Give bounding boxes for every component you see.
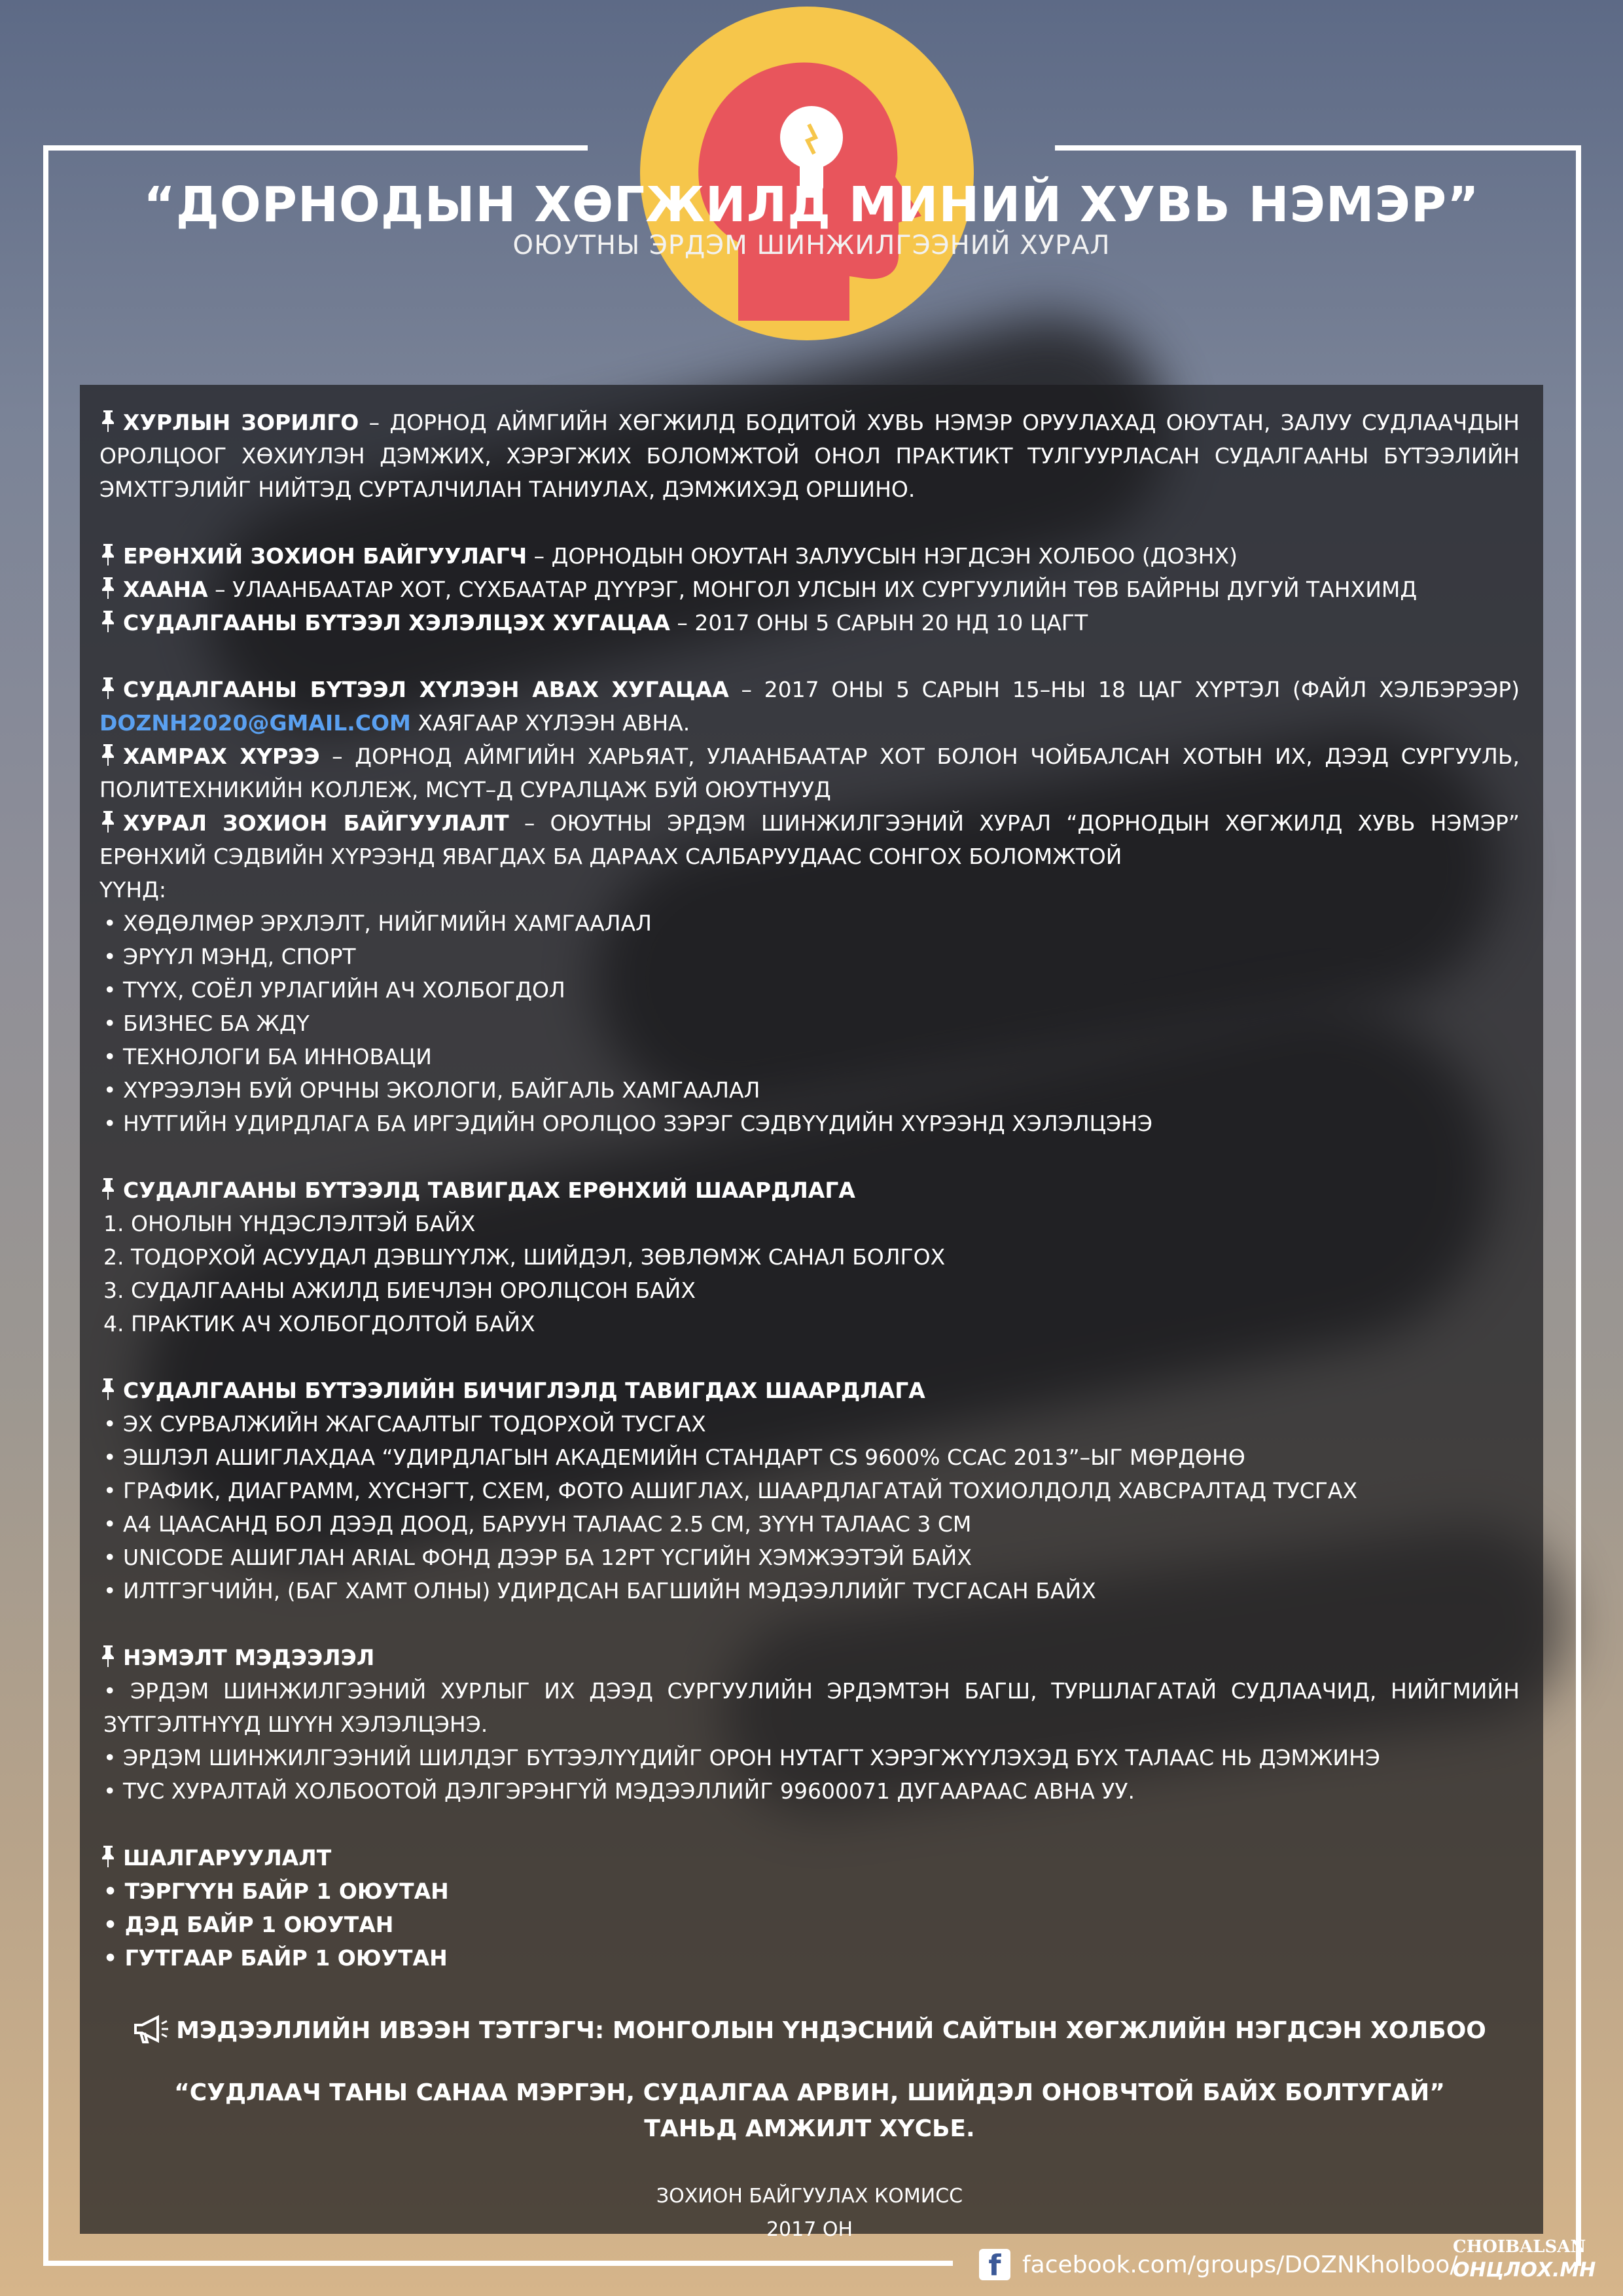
pushpin-icon [99, 409, 116, 433]
logo [640, 7, 974, 340]
page-title: “ДОРНОДЫН ХӨГЖИЛД МИНИЙ ХУВЬ НЭМЭР” [143, 177, 1480, 233]
list-item: • ДЭД БАЙР 1 ОЮУТАН [99, 1908, 1520, 1941]
prizes-section [99, 1841, 1520, 1874]
list-item: 1. ОНОЛЫН ҮНДЭСЛЭЛТЭЙ БАЙХ [103, 1211, 476, 1236]
goal-text: – ДОРНОД АЙМГИЙН ХӨГЖИЛД БОДИТОЙ ХУВЬ НЭМЭР ОРУУЛАХАД ОЮУТАН, ЗАЛУУ СУДЛААЧДЫН ОРОЛЦООГ ХӨХИҮЛЭН ДЭМЖИХ, ХЭРЭГЖИХ БОЛОМЖТОЙ ОНОЛ ПРАКТИКТ ТУЛГУУРЛАСАН СУДАЛГААНЫ БҮТЭЭЛИЙН ЭМХТГЭЛИЙГ НИЙТЭД СУРТАЛЧИЛАН ТАНИУЛАХ, ДЭМЖИХЭД ОРШИНО. [99, 410, 1520, 502]
pushpin-icon [99, 576, 116, 600]
brand-watermark [1453, 2235, 1596, 2282]
general-req-list [99, 1207, 1520, 1340]
list-item: • ЭШЛЭЛ АШИГЛАХДАА “УДИРДЛАГЫН АКАДЕМИЙН СТАНДАРТ CS 9600% CCAC 2013”–ЫГ МӨРДӨНӨ [99, 1441, 1520, 1474]
sponsor-text: МЭДЭЭЛЛИЙН ИВЭЭН ТЭТГЭГЧ: МОНГОЛЫН ҮНДЭСНИЙ САЙТЫН ХӨГЖЛИЙН НЭГДСЭН ХОЛБОО [176, 2017, 1486, 2044]
discussion-heading: СУДАЛГААНЫ БҮТЭЭЛ ХЭЛЭЛЦЭХ ХУГАЦАА [123, 610, 670, 636]
list-item: 3. СУДАЛГААНЫ АЖИЛД БИЕЧЛЭН ОРОЛЦСОН БАЙХ [103, 1278, 696, 1303]
conference-heading: ХУРАЛ ЗОХИОН БАЙГУУЛАЛТ [123, 810, 509, 836]
writing-req-list [99, 1407, 1520, 1607]
list-item: • UNICODE АШИГЛАН ARIAL ФОНД ДЭЭР БА 12PT ҮСГИЙН ХЭМЖЭЭТЭЙ БАЙХ [99, 1541, 1520, 1574]
list-item: • БИЗНЕС БА ЖДҮ [99, 1007, 1520, 1040]
conference-section [99, 806, 1520, 873]
organizer-text: – ДОРНОДЫН ОЮУТАН ЗАЛУУСЫН НЭГДСЭН ХОЛБОО (ДОЗНХ) [527, 543, 1238, 569]
pushpin-icon [99, 609, 116, 633]
general-req-section [99, 1174, 1520, 1207]
deadline-tail: ХАЯГААР ХҮЛЭЭН АВНА. [410, 710, 690, 736]
frame-right [1576, 145, 1581, 2266]
conference-lead: ҮҮНД: [99, 877, 167, 903]
quote-wish: ТАНЬД АМЖИЛТ ХҮСЬЕ. [644, 2115, 975, 2142]
deadline-heading: СУДАЛГААНЫ БҮТЭЭЛ ХҮЛЭЭН АВАХ ХУГАЦАА [123, 677, 729, 702]
list-item: • ГРАФИК, ДИАГРАММ, ХҮСНЭГТ, СХЕМ, ФОТО АШИГЛАХ, ШААРДЛАГАТАЙ ТОХИОЛДОЛД ХАВСРАЛТАД ТУСГАХ [99, 1474, 1520, 1507]
list-item: • ТУС ХУРАЛТАЙ ХОЛБООТОЙ ДЭЛГЭРЭНГҮЙ МЭДЭЭЛЛИЙГ 99600071 ДУГААРААС АВНА УУ. [99, 1774, 1520, 1808]
discussion-section [99, 606, 1520, 639]
list-item: • ХӨДӨЛМӨР ЭРХЛЭЛТ, НИЙГМИЙН ХАМГААЛАЛ [99, 906, 1520, 940]
extra-section [99, 1641, 1520, 1674]
page-subtitle: ОЮУТНЫ ЭРДЭМ ШИНЖИЛГЭЭНИЙ ХУРАЛ [512, 230, 1111, 260]
extra-heading: НЭМЭЛТ МЭДЭЭЛЭЛ [123, 1645, 375, 1670]
list-item: 4. ПРАКТИК АЧ ХОЛБОГДОЛТОЙ БАЙХ [103, 1311, 535, 1336]
general-req-heading: СУДАЛГААНЫ БҮТЭЭЛД ТАВИГДАХ ЕРӨНХИЙ ШААРДЛАГА [123, 1177, 855, 1203]
list-item: • ХҮРЭЭЛЭН БУЙ ОРЧНЫ ЭКОЛОГИ, БАЙГАЛЬ ХАМГААЛАЛ [99, 1073, 1520, 1107]
pushpin-icon [99, 1177, 116, 1200]
quote-line: “СУДЛААЧ ТАНЫ САНАА МЭРГЭН, СУДАЛГАА АРВИН, ШИЙДЭЛ ОНОВЧТОЙ БАЙХ БОЛТУГАЙ” [174, 2079, 1445, 2106]
scope-text: – ДОРНОД АЙМГИЙН ХАРЬЯАТ, УЛААНБААТАР ХОТ БОЛОН ЧОЙБАЛСАН ХОТЫН ИХ, ДЭЭД СУРГУУЛЬ, ПОЛИТЕХНИКИЙН КОЛЛЕЖ, МСҮТ–Д СУРАЛЦАЖ БУЙ ОЮУТНУУД [99, 744, 1520, 802]
list-item: • А4 ЦААСАНД БОЛ ДЭЭД ДООД, БАРУУН ТАЛААС 2.5 СМ, ЗҮҮН ТАЛААС 3 СМ [99, 1507, 1520, 1541]
brand-bottom: ОНЦЛОХ.МН [1453, 2259, 1596, 2282]
list-item: • ТЭРГҮҮН БАЙР 1 ОЮУТАН [99, 1874, 1520, 1908]
scope-heading: ХАМРАХ ХҮРЭЭ [123, 744, 320, 769]
list-item: • ЭХ СУРВАЛЖИЙН ЖАГСААЛТЫГ ТОДОРХОЙ ТУСГАХ [99, 1407, 1520, 1441]
head-lightbulb-icon [640, 7, 974, 340]
conference-text: – ОЮУТНЫ ЭРДЭМ ШИНЖИЛГЭЭНИЙ ХУРАЛ “ДОРНОДЫН ХӨГЖИЛД ХУВЬ НЭМЭР” ЕРӨНХИЙ СЭДВИЙН ХҮРЭЭНД ЯВАГДАХ БА ДАРААХ САЛБАРУУДААС СОНГОХ БОЛОМЖТОЙ [99, 810, 1520, 869]
organizer-heading: ЕРӨНХИЙ ЗОХИОН БАЙГУУЛАГЧ [123, 543, 527, 569]
brand-top: CHOIBALSAN [1453, 2237, 1586, 2257]
where-section [99, 573, 1520, 606]
discussion-text: – 2017 ОНЫ 5 САРЫН 20 НД 10 ЦАГТ [669, 610, 1088, 636]
where-text: – УЛААНБААТАР ХОТ, СҮХБААТАР ДҮҮРЭГ, МОНГОЛ УЛСЫН ИХ СУРГУУЛИЙН ТӨВ БАЙРНЫ ДУГУЙ ТАНХИМД [207, 577, 1418, 602]
goal-heading: ХУРЛЫН ЗОРИЛГО [123, 410, 359, 435]
pushpin-icon [99, 1844, 116, 1868]
list-item: • ЭРҮҮЛ МЭНД, СПОРТ [99, 940, 1520, 973]
organizer-section [99, 539, 1520, 573]
facebook-icon: f [979, 2249, 1010, 2280]
pushpin-icon [99, 743, 116, 766]
frame-left [43, 145, 48, 2266]
deadline-section [99, 673, 1520, 740]
where-heading: ХААНА [123, 577, 208, 602]
list-item: • ГУТГААР БАЙР 1 ОЮУТАН [99, 1941, 1520, 1975]
pushpin-icon [99, 1644, 116, 1668]
goal-section [99, 406, 1520, 506]
megaphone-icon [133, 2015, 169, 2043]
writing-req-section [99, 1374, 1520, 1407]
prizes-list [99, 1874, 1520, 1975]
extra-list [99, 1674, 1520, 1808]
writing-req-heading: СУДАЛГААНЫ БҮТЭЭЛИЙН БИЧИГЛЭЛД ТАВИГДАХ ШААРДЛАГА [123, 1378, 925, 1403]
quote [99, 2075, 1520, 2147]
list-item: • ТЕХНОЛОГИ БА ИННОВАЦИ [99, 1040, 1520, 1073]
pushpin-icon [99, 676, 116, 700]
list-item: • ЭРДЭМ ШИНЖИЛГЭЭНИЙ ШИЛДЭГ БҮТЭЭЛҮҮДИЙГ ОРОН НУТАГТ ХЭРЭГЖҮҮЛЭХЭД БҮХ ТАЛААС НЬ ДЭМЖИНЭ [99, 1741, 1520, 1774]
list-item: • ТҮҮХ, СОЁЛ УРЛАГИЙН АЧ ХОЛБОГДОЛ [99, 973, 1520, 1007]
frame-top-right [1055, 145, 1581, 151]
list-item: 2. ТОДОРХОЙ АСУУДАЛ ДЭВШҮҮЛЖ, ШИЙДЭЛ, ЗӨВЛӨМЖ САНАЛ БОЛГОХ [103, 1244, 946, 1270]
list-item: • ИЛТГЭГЧИЙН, (БАГ ХАМТ ОЛНЫ) УДИРДСАН БАГШИЙН МЭДЭЭЛЛИЙГ ТУСГАСАН БАЙХ [99, 1574, 1520, 1607]
list-item: • НУТГИЙН УДИРДЛАГА БА ИРГЭДИЙН ОРОЛЦОО ЗЭРЭГ СЭДВҮҮДИЙН ХҮРЭЭНД ХЭЛЭЛЦЭНЭ [99, 1107, 1520, 1140]
frame-bottom-left [43, 2261, 953, 2266]
content [99, 406, 1520, 2246]
committee: ЗОХИОН БАЙГУУЛАХ КОМИСС [656, 2185, 963, 2208]
pushpin-icon [99, 543, 116, 566]
frame-top-left [43, 145, 588, 151]
pushpin-icon [99, 810, 116, 833]
sponsor-line [99, 2014, 1520, 2047]
prizes-heading: ШАЛГАРУУЛАЛТ [123, 1845, 332, 1871]
deadline-text: – 2017 ОНЫ 5 САРЫН 15–НЫ 18 ЦАГ ХҮРТЭЛ (ФАЙЛ ХЭЛБЭРЭЭР) [728, 677, 1520, 702]
list-item: • ЭРДЭМ ШИНЖИЛГЭЭНИЙ ХУРЛЫГ ИХ ДЭЭД СУРГУУЛИЙН ЭРДЭМТЭН БАГШ, ТУРШЛАГАТАЙ СУДЛААЧИД, НИЙГМИЙН ЗҮТГЭЛТНҮҮД ШҮҮН ХЭЛЭЛЦЭНЭ. [99, 1674, 1520, 1741]
facebook-url[interactable]: facebook.com/groups/DOZNKholboo/ [1022, 2251, 1458, 2278]
year: 2017 ОН [766, 2218, 853, 2241]
conference-topic-list [99, 906, 1520, 1140]
facebook-link[interactable] [979, 2245, 1457, 2284]
email-link[interactable]: DOZNH2020@GMAIL.COM [99, 710, 411, 736]
scope-section [99, 740, 1520, 806]
pushpin-icon [99, 1377, 116, 1401]
